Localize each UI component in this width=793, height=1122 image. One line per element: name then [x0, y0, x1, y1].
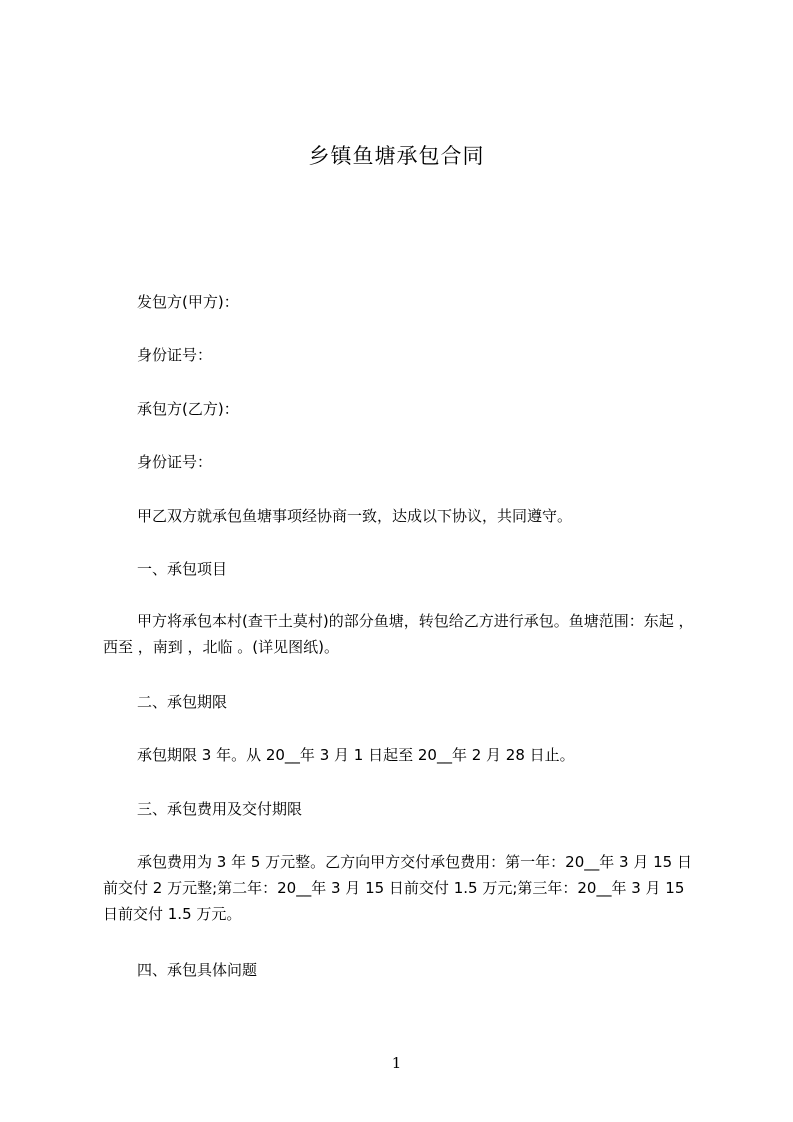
- page-number: 1: [391, 1054, 402, 1072]
- section-2-body: 承包期限 3 年。从 20__年 3 月 1 日起至 20__年 2 月 28 日止。: [137, 746, 575, 764]
- party-b-id-line: 身份证号：: [137, 453, 213, 471]
- section-heading-1: 一、承包项目: [137, 560, 228, 578]
- section-heading-4: 四、承包具体问题: [137, 961, 258, 979]
- party-b-line: 承包方(乙方)：: [137, 400, 239, 418]
- party-a-line: 发包方(甲方)：: [137, 293, 239, 311]
- party-a-id-line: 身份证号：: [137, 346, 213, 364]
- document-title: 乡镇鱼塘承包合同: [308, 144, 485, 168]
- section-heading-3: 三、承包费用及交付期限: [137, 800, 303, 818]
- section-1-body: 甲方将承包本村(查干土莫村)的部分鱼塘，转包给乙方进行承包。鱼塘范围：东起 ，西至 ，南到 ，北临 。(详见图纸)。: [103, 612, 694, 656]
- agreement-intro: 甲乙双方就承包鱼塘事项经协商一致，达成以下协议，共同遵守。: [137, 507, 573, 525]
- section-3-body: 承包费用为 3 年 5 万元整。乙方向甲方交付承包费用：第一年：20__年 3 月 15 日前交付 2 万元整;第二年：20__年 3 月 15 日前交付 1.5 万元;第三年：20__年 3 月 15 日前交付 1.5 万元。: [103, 853, 692, 923]
- section-heading-2: 二、承包期限: [137, 693, 228, 711]
